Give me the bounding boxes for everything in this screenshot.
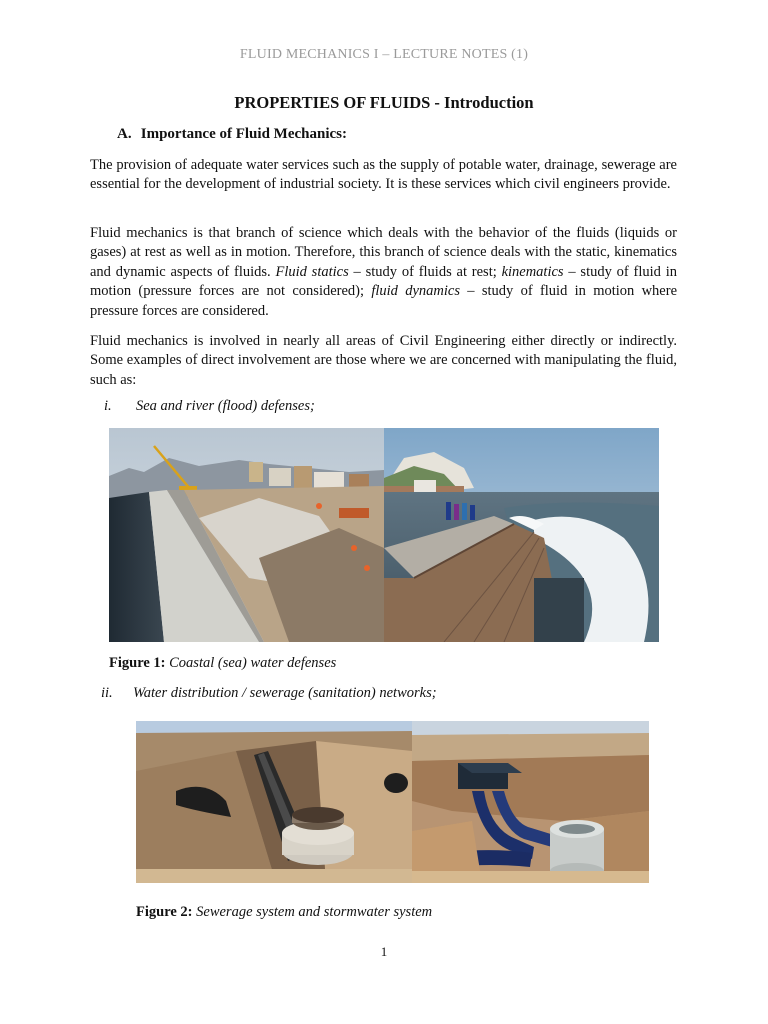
- list-text: Sea and river (flood) defenses;: [136, 398, 315, 414]
- section-number: A.: [117, 126, 132, 142]
- photo-sewer-pipe-trench: [136, 721, 412, 883]
- figure-caption-text: Coastal (sea) water defenses: [169, 655, 337, 671]
- list-number: i.: [104, 398, 112, 414]
- paragraph-definition: [90, 224, 677, 321]
- paragraph-involvement: Fluid mechanics is involved in nearly all areas of Civil Engineering either directly or indirectly. Some examples of direct involvement are those where we are concerned with manipulating the fluid, such as:: [90, 333, 677, 388]
- page-title: PROPERTIES OF FLUIDS - Introduction: [234, 93, 534, 112]
- list-text: Water distribution / sewerage (sanitation) networks;: [133, 685, 437, 701]
- figure-1-caption: [109, 655, 336, 672]
- photo-canal-wall-construction: [109, 428, 384, 642]
- section-heading: [117, 126, 347, 143]
- photo-sea-wall-waves: [384, 428, 659, 642]
- running-header: FLUID MECHANICS I – LECTURE NOTES (1): [239, 47, 529, 62]
- list-number: ii.: [101, 685, 113, 701]
- page-number: 1: [380, 944, 388, 959]
- figure-label: Figure 1:: [109, 655, 166, 671]
- paragraph-text: – study of fluids at rest;: [348, 263, 502, 280]
- paragraph-text: – study of fluid in motion where pressure forces are considered.: [90, 283, 678, 319]
- figure-label: Figure 2:: [136, 904, 193, 920]
- section-title: Importance of Fluid Mechanics:: [140, 126, 347, 142]
- photo-stormwater-pipe-trench: [412, 721, 649, 883]
- figure-caption-text: Sewerage system and stormwater system: [196, 904, 433, 920]
- figure-2-image: [136, 721, 649, 883]
- paragraph-text: Fluid mechanics is that branch of science which deals with the behavior of the fluids (liquids or gases) at rest as well as in motion. Therefore, this branch of science deals with the static, kinematics and dynamic aspects of fluids.: [90, 225, 677, 280]
- figure-2-caption: [136, 904, 432, 921]
- paragraph-services: The provision of adequate water services such as the supply of potable water, drainage, sewerage are essential for the development of industrial society. It is these services which civil engineers provide.: [90, 157, 677, 193]
- paragraph-text: – study of fluid in motion (pressure forces are not considered);: [90, 263, 677, 300]
- term-fluid-statics: Fluid statics: [275, 263, 349, 280]
- term-kinematics: kinematics: [501, 263, 564, 280]
- term-fluid-dynamics: fluid dynamics: [371, 283, 460, 300]
- figure-1-image: [109, 428, 659, 642]
